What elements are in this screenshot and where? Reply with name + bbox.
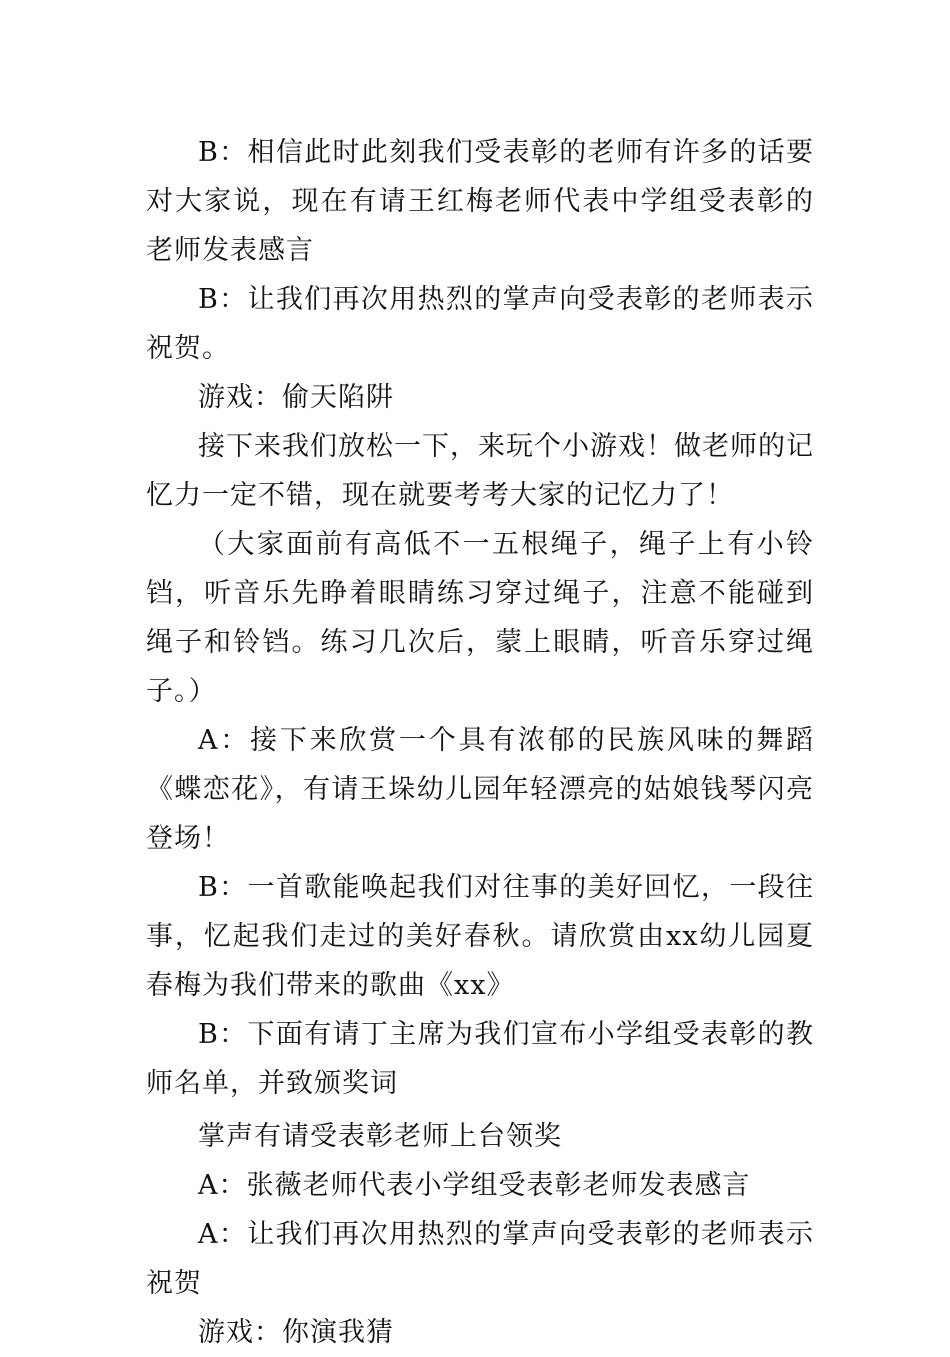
- paragraph-b-teacher-speech-intro: B：相信此时此刻我们受表彰的老师有许多的话要对大家说，现在有请王红梅老师代表中学组受表彰的老师发表感言: [146, 137, 814, 266]
- paragraph-a-applause: A：让我们再次用热烈的掌声向受表彰的老师表示祝贺: [146, 1219, 814, 1299]
- paragraph-a-teacher-speech: A：张薇老师代表小学组受表彰老师发表感言: [198, 1170, 751, 1201]
- document-body: [146, 128, 814, 1357]
- paragraph-a-dance: A：接下来欣赏一个具有浓郁的民族风味的舞蹈《蝶恋花》，有请王垛幼儿园年轻漂亮的姑娘钱琴闪亮登场！: [146, 725, 814, 854]
- paragraph-b-song: B：一首歌能唤起我们对往事的美好回忆，一段往事，忆起我们走过的美好春秋。请欣赏由xx幼儿园夏春梅为我们带来的歌曲《xx》: [146, 872, 814, 1001]
- paragraph-b-award-list: B：下面有请丁主席为我们宣布小学组受表彰的教师名单，并致颁奖词: [146, 1019, 814, 1099]
- paragraph-award-ceremony: 掌声有请受表彰老师上台领奖: [198, 1121, 562, 1152]
- paragraph-game-title-2: 游戏：你演我猜: [198, 1317, 394, 1348]
- paragraph-game-title-1: 游戏：偷天陷阱: [198, 382, 394, 413]
- paragraph-b-applause: B：让我们再次用热烈的掌声向受表彰的老师表示祝贺。: [146, 284, 814, 364]
- paragraph-game-intro: 接下来我们放松一下，来玩个小游戏！做老师的记忆力一定不错，现在就要考考大家的记忆力了！: [146, 431, 814, 511]
- paragraph-game-rules: （大家面前有高低不一五根绳子，绳子上有小铃铛，听音乐先睁着眼睛练习穿过绳子，注意不能碰到绳子和铃铛。练习几次后，蒙上眼睛，听音乐穿过绳子。）: [146, 529, 814, 707]
